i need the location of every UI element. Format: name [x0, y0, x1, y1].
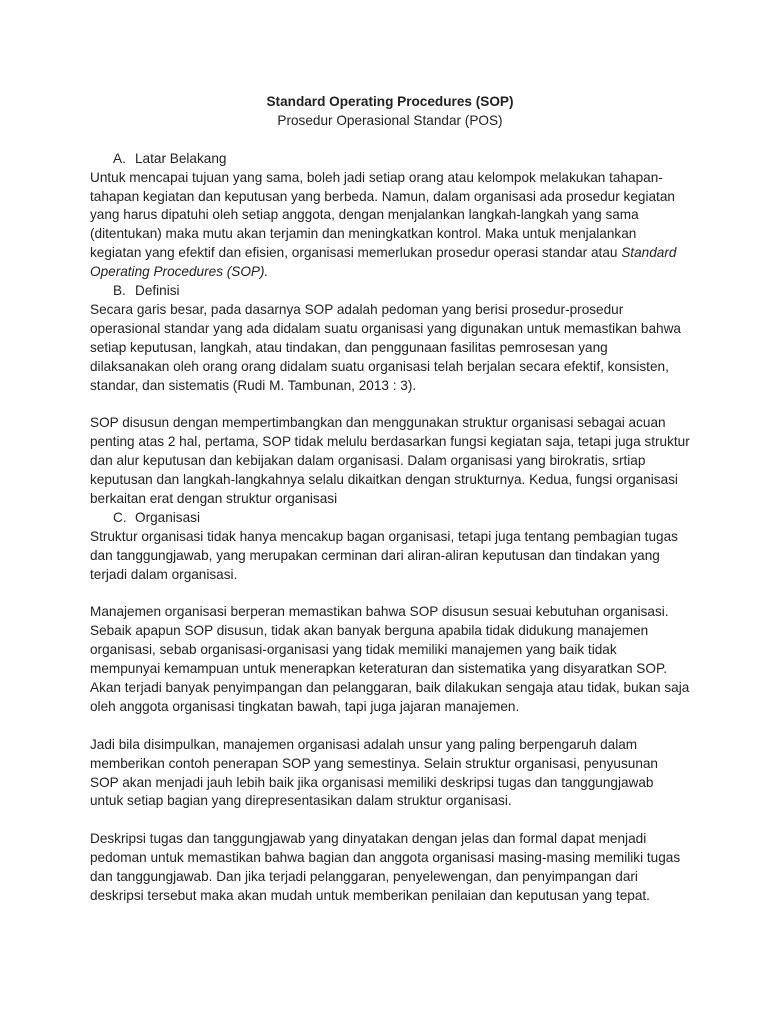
paragraph-organisasi-4: Deskripsi tugas dan tanggungjawab yang dinyatakan dengan jelas dan formal dapat menjadi pedoman untuk memastikan bahwa bagian dan anggota organisasi masing-masing memiliki tugas dan tanggungjawab. Dan jika terjadi pelanggaran, penyelewengan, dan penyimpangan dari deskripsi tersebut maka akan mudah untuk memberikan penilaian dan keputusan yang tepat. — [90, 831, 681, 903]
document-subtitle: Prosedur Operasional Standar (POS) — [277, 112, 503, 128]
paragraph-organisasi-2: Manajemen organisasi berperan memastikan bahwa SOP disusun sesuai kebutuhan organisasi. Sebaik apapun SOP disusun, tidak akan banyak berguna apabila tidak didukung manajemen organisasi, sebab organisasi-organisasi yang tidak memiliki manajemen yang baik tidak mempunyai kemampuan untuk menerapkan keteraturan dan sistematika yang disyaratkan SOP. Akan terjadi banyak penyimpangan dan pelanggaran, baik dilakukan sengaja atau tidak, bukan saja oleh anggota organisasi tingkatan bawah, tapi juga jajaran manajemen. — [90, 604, 690, 714]
paragraph-organisasi-3: Jadi bila disimpulkan, manajemen organisasi adalah unsur yang paling berpengaruh dalam memberikan contoh penerapan SOP yang semestinya. Selain struktur organisasi, penyusunan SOP akan menjadi jauh lebih baik jika organisasi memiliki deskripsi tugas dan tanggungjawab untuk setiap bagian yang direpresentasikan dalam struktur organisasi. — [90, 736, 658, 809]
paragraph-italic-term: Standard Operating Procedures (SOP). — [90, 245, 677, 280]
section-title: Definisi — [135, 283, 180, 299]
section-number: A. — [113, 150, 126, 166]
document-body — [90, 93, 690, 906]
section-heading-definisi — [90, 282, 690, 301]
section-number: B. — [113, 283, 126, 299]
section-heading-latar-belakang — [90, 150, 690, 169]
document-title: Standard Operating Procedures (SOP) — [266, 94, 514, 109]
paragraph-definisi-1: Secara garis besar, pada dasarnya SOP adalah pedoman yang berisi prosedur-prosedur operasional standar yang ada didalam suatu organisasi yang digunakan untuk memastikan bahwa setiap keputusan, langkah, atau tindakan, dan penggunaan fasilitas pemrosesan yang dilaksanakan oleh orang orang didalam suatu organisasi telah berjalan secara efektif, konsisten, standar, dan sistematis (Rudi M. Tambunan, 2013 : 3). — [90, 301, 681, 393]
paragraph-definisi-2: SOP disusun dengan mempertimbangkan dan menggunakan struktur organisasi sebagai acuan penting atas 2 hal, pertama, SOP tidak melulu berdasarkan fungsi kegiatan saja, tetapi juga struktur dan alur keputusan dan kebijakan dalam organisasi. Dalam organisasi yang birokratis, srtiap keputusan dan langkah-langkahnya selalu dikaitkan dengan strukturnya. Kedua, fungsi organisasi berkaitan erat dengan struktur organisasi — [90, 415, 690, 506]
paragraph-text: Untuk mencapai tujuan yang sama, boleh jadi setiap orang atau kelompok melakukan tahapan-tahapan kegiatan dan keputusan yang berbeda. Namun, dalam organisasi ada prosedur kegiatan yang harus dipatuhi oleh setiap anggota, dengan menjalankan langkah-langkah yang sama (ditentukan) maka mutu akan terjamin dan meningkatkan kontrol. Maka untuk menjalankan kegiatan yang efektif dan efisien, organisasi memerlukan prosedur operasi standar atau — [90, 169, 675, 261]
section-heading-organisasi — [90, 509, 690, 528]
section-title: Latar Belakang — [135, 150, 227, 166]
paragraph-organisasi-1: Struktur organisasi tidak hanya mencakup bagan organisasi, tetapi juga tentang pembagian tugas dan tanggungjawab, yang merupakan cerminan dari aliran-aliran keputusan dan tindakan yang terjadi dalam organisasi. — [90, 528, 678, 582]
section-number: C. — [113, 509, 127, 525]
section-title: Organisasi — [135, 509, 200, 525]
paragraph-latar-belakang — [90, 169, 690, 282]
